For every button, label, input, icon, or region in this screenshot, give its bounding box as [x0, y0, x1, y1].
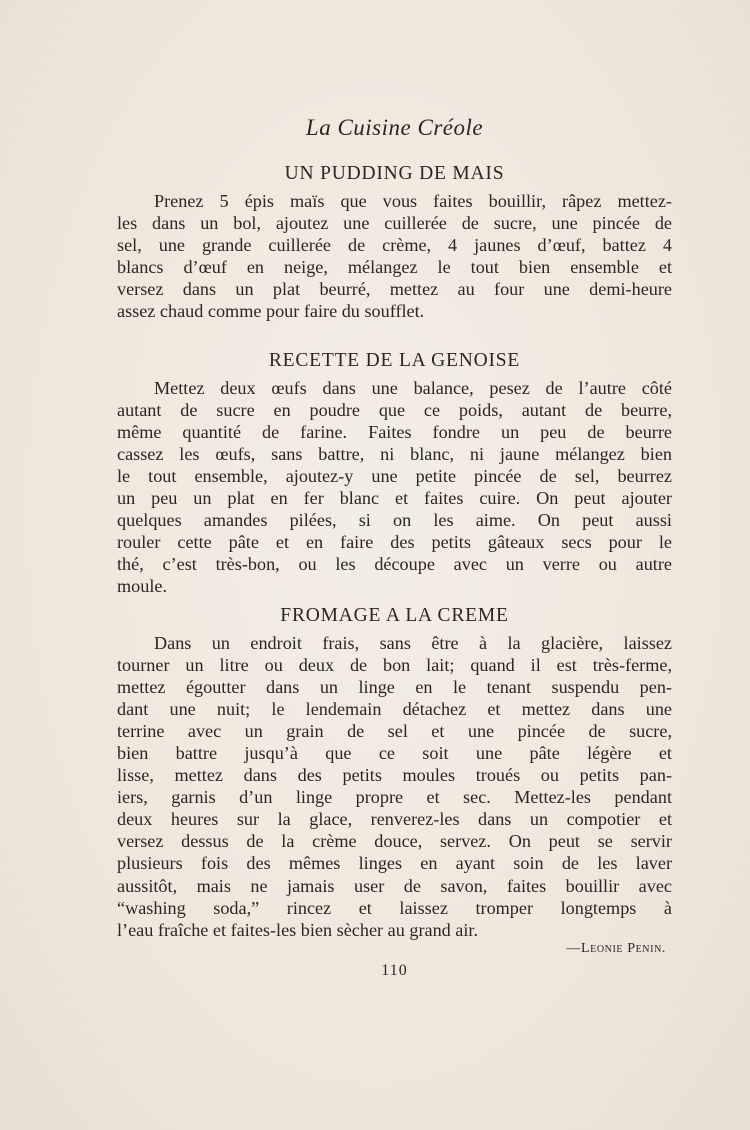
text-line: les dans un bol, ajoutez une cuillerée de sucre, une pincée de [117, 213, 672, 234]
section-body [117, 190, 672, 323]
text-line: aussitôt, mais ne jamais user de savon, faites bouillir avec [117, 875, 672, 896]
text-line: quelques amandes pilées, si on les aime. On peut aussi [117, 510, 672, 531]
text-line: mettez égoutter dans un linge en le tenant suspendu pen- [117, 676, 672, 697]
text-line: tourner un litre ou deux de bon lait; quand il est très-ferme, [117, 654, 672, 675]
page-content [117, 108, 672, 983]
text-line: Dans un endroit frais, sans être à la glacière, laissez [154, 632, 672, 653]
text-line: dant une nuit; le lendemain détachez et mettez dans une [117, 698, 672, 719]
text-line: plusieurs fois des mêmes linges en ayant soin de les laver [117, 853, 672, 874]
text-line: lisse, mettez dans des petits moules troués ou petits pan- [117, 765, 672, 786]
text-line: “washing soda,” rincez et laissez tromper longtemps à [117, 897, 672, 918]
text-line: Mettez deux œufs dans une balance, pesez de l’autre côté [154, 377, 672, 398]
text-line: un peu un plat en fer blanc et faites cuire. On peut ajouter [117, 488, 672, 509]
text-line: deux heures sur la glace, renverez-les dans un compotier et [117, 809, 672, 830]
text-line: autant de sucre en poudre que ce poids, autant de beurre, [117, 399, 672, 420]
section-body [117, 377, 672, 598]
section-body [117, 632, 672, 941]
text-line: terrine avec un grain de sel et une pincée de sucre, [117, 720, 672, 741]
text-line: rouler cette pâte et en faire des petits gâteaux secs pour le [117, 532, 672, 553]
text-line: assez chaud comme pour faire du soufflet. [117, 301, 425, 322]
text-line: bien battre jusqu’à que ce soit une pâte légère et [117, 742, 672, 763]
text-line: versez dans un plat beurré, mettez au four une demi-heure [117, 279, 672, 300]
text-line: moule. [117, 576, 168, 597]
text-line: cassez les œufs, sans battre, ni blanc, ni jaune mélangez bien [117, 443, 672, 464]
section-heading: UN PUDDING DE MAIS [284, 163, 505, 184]
signature-text: —Leonie Penin. [566, 940, 666, 956]
section-heading: RECETTE DE LA GENOISE [268, 349, 521, 371]
section-heading: FROMAGE A LA CREME [280, 604, 509, 626]
text-line: Prenez 5 épis maïs que vous faites bouillir, râpez mettez- [154, 191, 672, 211]
text-line: thé, c’est très-bon, ou les découpe avec un verre ou autre [117, 554, 672, 575]
text-line: l’eau fraîche et faites-les bien sècher au grand air. [117, 919, 479, 940]
text-line: sel, une grande cuillerée de crème, 4 jaunes d’œuf, battez 4 [117, 235, 672, 256]
author-signature [117, 939, 672, 957]
text-line: le tout ensemble, ajoutez-y une petite pincée de sel, beurrez [117, 465, 672, 486]
text-line: iers, garnis d’un linge propre et sec. Mettez-les pendant [117, 787, 672, 808]
text-line: blancs d’œuf en neige, mélangez le tout bien ensemble et [117, 257, 672, 278]
running-head: La Cuisine Créole [305, 115, 484, 140]
page-number: 110 [381, 961, 408, 979]
text-line: versez dessus de la crème douce, servez. On peut se servir [117, 831, 672, 852]
text-line: même quantité de farine. Faites fondre un peu de beurre [117, 421, 672, 442]
